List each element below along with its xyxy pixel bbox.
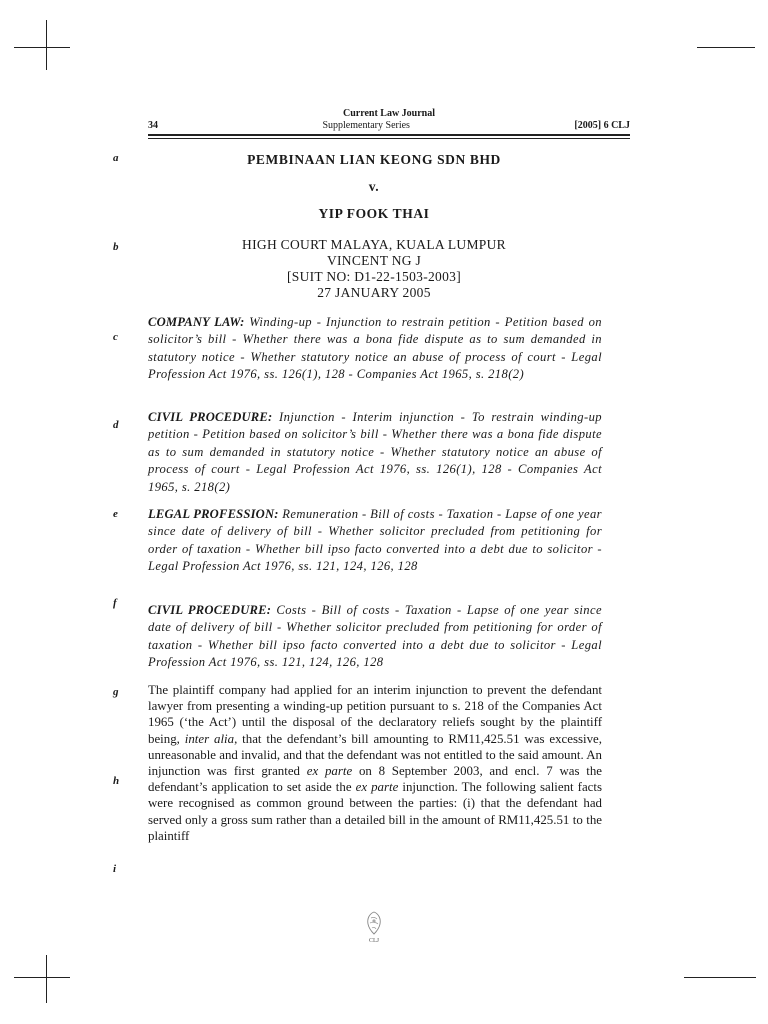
margin-letter: f [113,597,117,609]
catchword-paragraph [148,314,602,384]
catchword-paragraph [148,602,602,672]
catchword-paragraph [148,409,602,496]
court-name: HIGH COURT MALAYA, KUALA LUMPUR [242,237,506,252]
defendant-name: YIP FOOK THAI [318,206,430,221]
body-text-run: on 8 September 2003, and encl. 7 was the defendant’s application to set aside the [148,764,602,795]
header-rule-thick [148,134,630,136]
margin-letter: a [113,152,119,164]
catchword-text: Winding-up - Injunction to restrain petition - Petition based on solicitor’s bill - Whether there was a bona fide dispute as to sum demanded in statutory notice - Whether statutory notice an abuse of process of court - Legal Profession Act 1976, ss. 126(1), 128 - Companies Act 1965, s. 218(2) [148,315,602,382]
italic-phrase: ex parte [355,780,399,795]
suit-number: [SUIT NO: D1-22-1503-2003] [286,269,462,284]
catchword-heading: LEGAL PROFESSION: [148,507,279,521]
catchword-heading: CIVIL PROCEDURE: [148,410,273,424]
running-header [148,120,630,132]
body-text-run: The plaintiff company had applied for an interim injunction to prevent the defendant lawyer from presenting a winding-up petition pursuant to s. 218 of the Companies Act 1965 (‘the Act’) until the disposal of the declaratory reliefs sought by the plaintiff being, [148,683,602,746]
judgment-date: 27 JANUARY 2005 [317,285,431,300]
crop-mark [684,977,756,978]
header-rule-thin [148,138,630,139]
body-text-run: injunction. The following salient facts were recognised as common ground between the parties: (i) that the defendant had served only a gross sum rather than a detailed bill in the amount of RM11,425.51 to the plaintiff [148,780,602,843]
margin-letter: d [113,419,119,431]
crop-mark [14,47,70,48]
body-paragraph [148,682,602,844]
headnote-paragraph [148,682,602,844]
margin-letter: g [113,686,119,698]
catchword-text: Remuneration - Bill of costs - Taxation - Lapse of one year since date of delivery of bill - Whether solicitor precluded from petitioning for order of taxation - Whether bill ipso facto converted into a debt due to solicitor - Legal Profession Act 1976, ss. 121, 124, 126, 128 [148,507,602,574]
crop-mark [697,47,755,48]
catchword-heading: COMPANY LAW: [148,315,245,329]
catchword-text: Injunction - Interim injunction - To restrain winding-up petition - Petition based on solicitor’s bill - Whether there was a bona fide dispute as to sum demanded in statutory notice - Whether statutory notice an abuse of process of court - Legal Profession Act 1976, ss. 126(1), 128 - Companies Act 1965, s. 218(2) [148,410,602,494]
margin-letter: c [113,331,118,343]
crop-mark [46,20,47,70]
page-number: 34 [148,120,158,131]
journal-title: Current Law Journal [342,108,436,119]
catchword-text: Costs - Bill of costs - Taxation - Lapse of one year since date of delivery of bill - Whether solicitor precluded from petitioning for order of taxation - Whether bill ipso facto converted into a debt due to solicitor - Legal Profession Act 1976, ss. 121, 124, 126, 128 [148,603,602,670]
judge-name: VINCENT NG J [326,253,422,268]
margin-letter: e [113,508,118,520]
crop-mark [46,955,47,1003]
citation: [2005] 6 CLJ [574,120,630,131]
catchword-paragraph [148,506,602,576]
logo-label: CLJ [368,938,379,944]
series-name: Supplementary Series [322,120,410,131]
body-text-run: , that the defendant’s bill amounting to RM11,425.51 was excessive, unreasonable and invalid, and that the defendant was not entitled to the said amount. An injunction was first granted [148,731,602,779]
margin-letter: h [113,775,120,787]
margin-letter: b [113,241,119,253]
margin-letter: i [113,863,117,875]
crop-mark [14,977,70,978]
italic-phrase: inter alia [184,731,235,746]
versus: v. [368,179,380,194]
catchword-heading: CIVIL PROCEDURE: [148,603,272,617]
italic-phrase: ex parte [306,764,353,779]
plaintiff-name: PEMBINAAN LIAN KEONG SDN BHD [247,152,501,167]
